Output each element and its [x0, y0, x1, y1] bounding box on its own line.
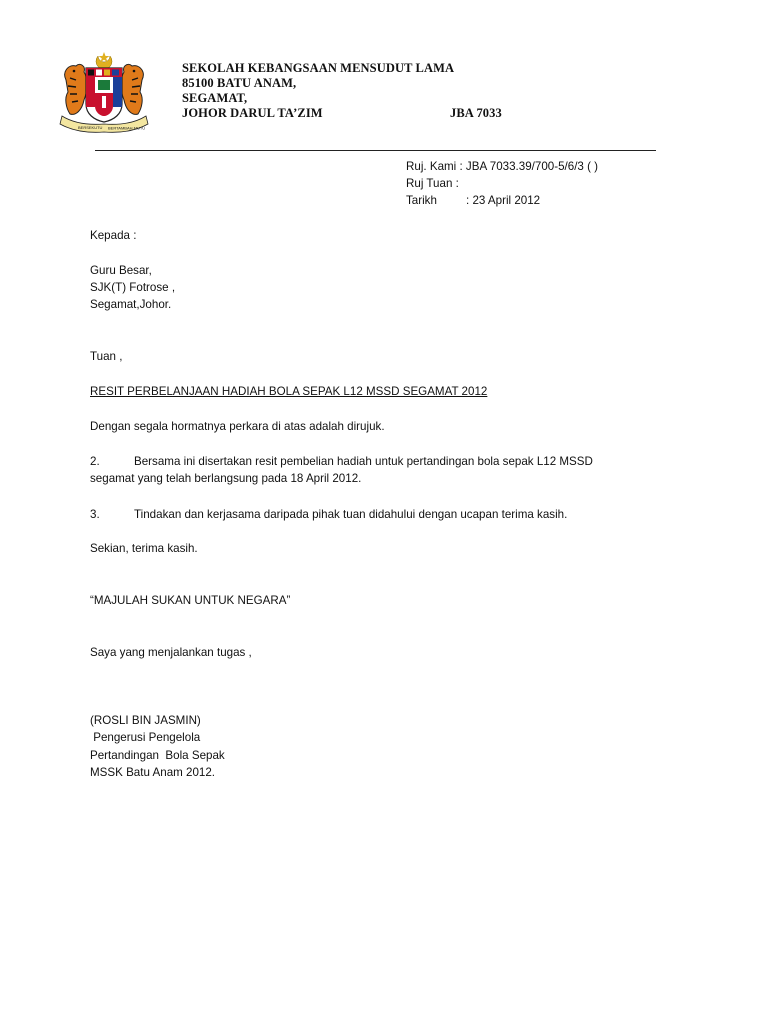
recipient-line-2: SJK(T) Fotrose , — [90, 281, 176, 294]
recipient-line-1: Guru Besar, — [90, 264, 152, 277]
signatory-title-1: Pengerusi Pengelola — [90, 731, 201, 744]
ref-ruj-tuan: Ruj Tuan : — [406, 177, 459, 190]
salutation: Tuan , — [90, 350, 123, 363]
signatory-name: (ROSLI BIN JASMIN) — [90, 714, 201, 727]
ref-tarikh — [406, 194, 540, 207]
crest-ribbon-left-text: BERSEKUTU — [78, 125, 103, 130]
closing-text: Sekian, terima kasih. — [90, 542, 198, 555]
coat-of-arms-logo — [58, 50, 150, 140]
address-line-3: JOHOR DARUL TA’ZIM — [182, 106, 323, 120]
paragraph-3-number: 3. — [90, 508, 100, 521]
ref-tarikh-label: Tarikh — [406, 194, 437, 207]
subject-line: RESIT PERBELANJAAN HADIAH BOLA SEPAK L12 MSSD SEGAMAT 2012 — [90, 385, 488, 398]
kepada-label: Kepada : — [90, 229, 137, 242]
paragraph-3-line-1: Tindakan dan kerjasama daripada pihak tuan didahului dengan ucapan terima kasih. — [134, 508, 568, 521]
ref-ruj-kami: Ruj. Kami : JBA 7033.39/700-5/6/3 ( ) — [406, 160, 599, 173]
school-name: SEKOLAH KEBANGSAAN MENSUDUT LAMA — [182, 61, 455, 75]
letterhead-divider — [95, 150, 656, 151]
paragraph-2-line-1: Bersama ini disertakan resit pembelian hadiah untuk pertandingan bola sepak L12 MSSD — [134, 455, 593, 468]
paragraph-2-number: 2. — [90, 455, 100, 468]
recipient-line-3: Segamat,Johor. — [90, 298, 172, 311]
address-line-2: SEGAMAT, — [182, 91, 248, 105]
signatory-title-2: Pertandingan Bola Sepak — [90, 749, 225, 762]
motto: “MAJULAH SUKAN UNTUK NEGARA” — [90, 594, 291, 607]
address-line-1: 85100 BATU ANAM, — [182, 76, 297, 90]
signatory-title-3: MSSK Batu Anam 2012. — [90, 766, 216, 779]
school-code: JBA 7033 — [450, 106, 502, 120]
duty-line: Saya yang menjalankan tugas , — [90, 646, 252, 659]
ref-tarikh-value: : 23 April 2012 — [466, 194, 541, 207]
crest-ribbon-right-text: BERTAMBAH MUTU — [108, 125, 146, 131]
paragraph-1: Dengan segala hormatnya perkara di atas adalah dirujuk. — [90, 420, 385, 433]
paragraph-2-line-2: segamat yang telah berlangsung pada 18 April 2012. — [90, 472, 362, 485]
